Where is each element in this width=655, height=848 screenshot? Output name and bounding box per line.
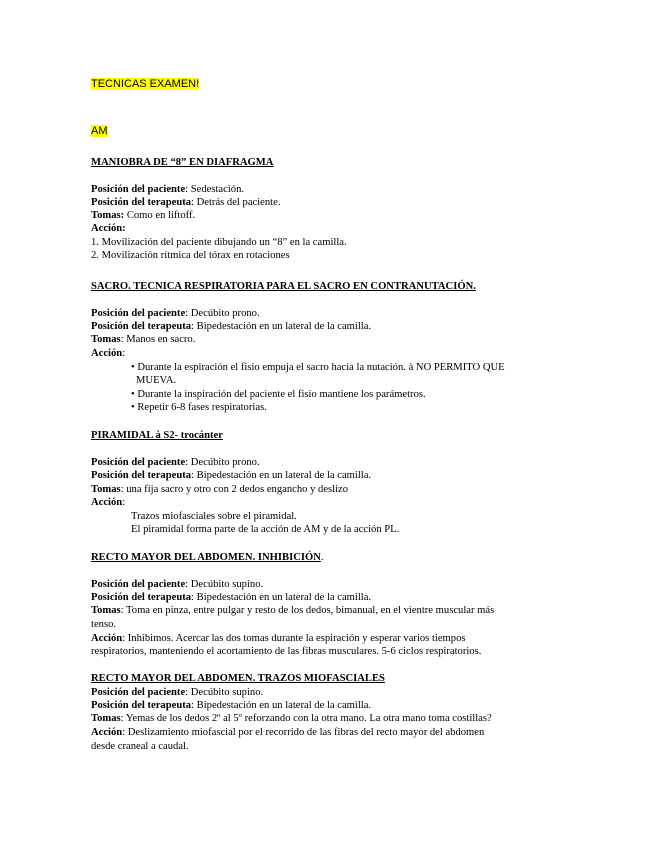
technique-4-title: RECTO MAYOR DEL ABDOMEN. INHIBICIÓN. — [91, 552, 324, 563]
t1-step-2: 2. Movilización rítmica del tórax en rotaciones — [91, 250, 290, 261]
t2-bullet-3: • Repetir 6-8 fases respiratorias. — [131, 402, 267, 413]
t3-line-2: El piramidal forma parte de la acción de AM y de la acción PL. — [131, 524, 400, 535]
t3-line-1: Trazos miofasciales sobre el piramidal. — [131, 511, 297, 522]
t3-accion: Acción: — [91, 497, 126, 508]
technique-5-title: RECTO MAYOR DEL ABDOMEN. TRAZOS MIOFASCIALES — [91, 673, 385, 684]
t2-tomas: Tomas: Manos en sacro. — [91, 334, 196, 345]
t4-accion-cont: respiratorios, manteniendo el acortamiento de las fibras musculares. 5-6 ciclos respiratorios. — [91, 646, 482, 657]
t4-terapeuta: Posición del terapeuta: Bipedestación en un lateral de la camilla. — [91, 592, 372, 603]
t3-terapeuta: Posición del terapeuta: Bipedestación en un lateral de la camilla. — [91, 470, 372, 481]
technique-1-title: MANIOBRA DE “8” EN DIAFRAGMA — [91, 157, 274, 168]
t2-terapeuta: Posición del terapeuta: Bipedestación en un lateral de la camilla. — [91, 321, 372, 332]
t3-paciente: Posición del paciente: Decúbito prono. — [91, 457, 260, 468]
t1-paciente: Posición del paciente: Sedestación. — [91, 184, 245, 195]
t5-accion-cont: desde craneal a caudal. — [91, 741, 189, 752]
t3-tomas: Tomas: una fija sacro y otro con 2 dedos engancho y deslizo — [91, 484, 349, 495]
t4-paciente: Posición del paciente: Decúbito supino. — [91, 579, 264, 590]
technique-3-title: PIRAMIDAL à S2- trocánter — [91, 430, 223, 441]
exam-title: TECNICAS EXAMEN! — [91, 78, 200, 90]
t5-paciente: Posición del paciente: Decúbito supino. — [91, 687, 264, 698]
t2-paciente: Posición del paciente: Decúbito prono. — [91, 308, 260, 319]
t5-terapeuta: Posición del terapeuta: Bipedestación en un lateral de la camilla. — [91, 700, 372, 711]
t1-terapeuta: Posición del terapeuta: Detrás del paciente. — [91, 197, 281, 208]
section-label: AM — [91, 125, 108, 137]
technique-2-title: SACRO. TECNICA RESPIRATORIA PARA EL SACRO EN CONTRANUTACIÓN. — [91, 281, 476, 292]
t2-bullet-1-cont: MUEVA. — [136, 375, 177, 386]
t4-tomas-cont: tenso. — [91, 619, 117, 630]
t4-accion: Acción: Inhibimos. Acercar las dos tomas durante la espiración y esperar varios tiempos — [91, 633, 466, 644]
t2-bullet-1: • Durante la espiración el fisio empuja el sacro hacia la nutación. à NO PERMITO QUE — [131, 362, 505, 373]
t5-tomas: Tomas: Yemas de los dedos 2º al 5º reforzando con la otra mano. La otra mano toma costillas? — [91, 713, 492, 724]
t4-tomas: Tomas: Toma en pinza, entre pulgar y resto de los dedos, bimanual, en el vientre muscular más — [91, 605, 495, 616]
t2-accion: Acción: — [91, 348, 126, 359]
t1-tomas: Tomas: Como en liftoff. — [91, 210, 196, 221]
t5-accion: Acción: Deslizamiento miofascial por el recorrido de las fibras del recto mayor del abdomen — [91, 727, 485, 738]
t2-bullet-2: • Durante la inspiración del paciente el fisio mantiene los parámetros. — [131, 389, 426, 400]
t1-accion-label: Acción: — [91, 223, 126, 234]
t1-step-1: 1. Movilización del paciente dibujando un “8” en la camilla. — [91, 237, 347, 248]
